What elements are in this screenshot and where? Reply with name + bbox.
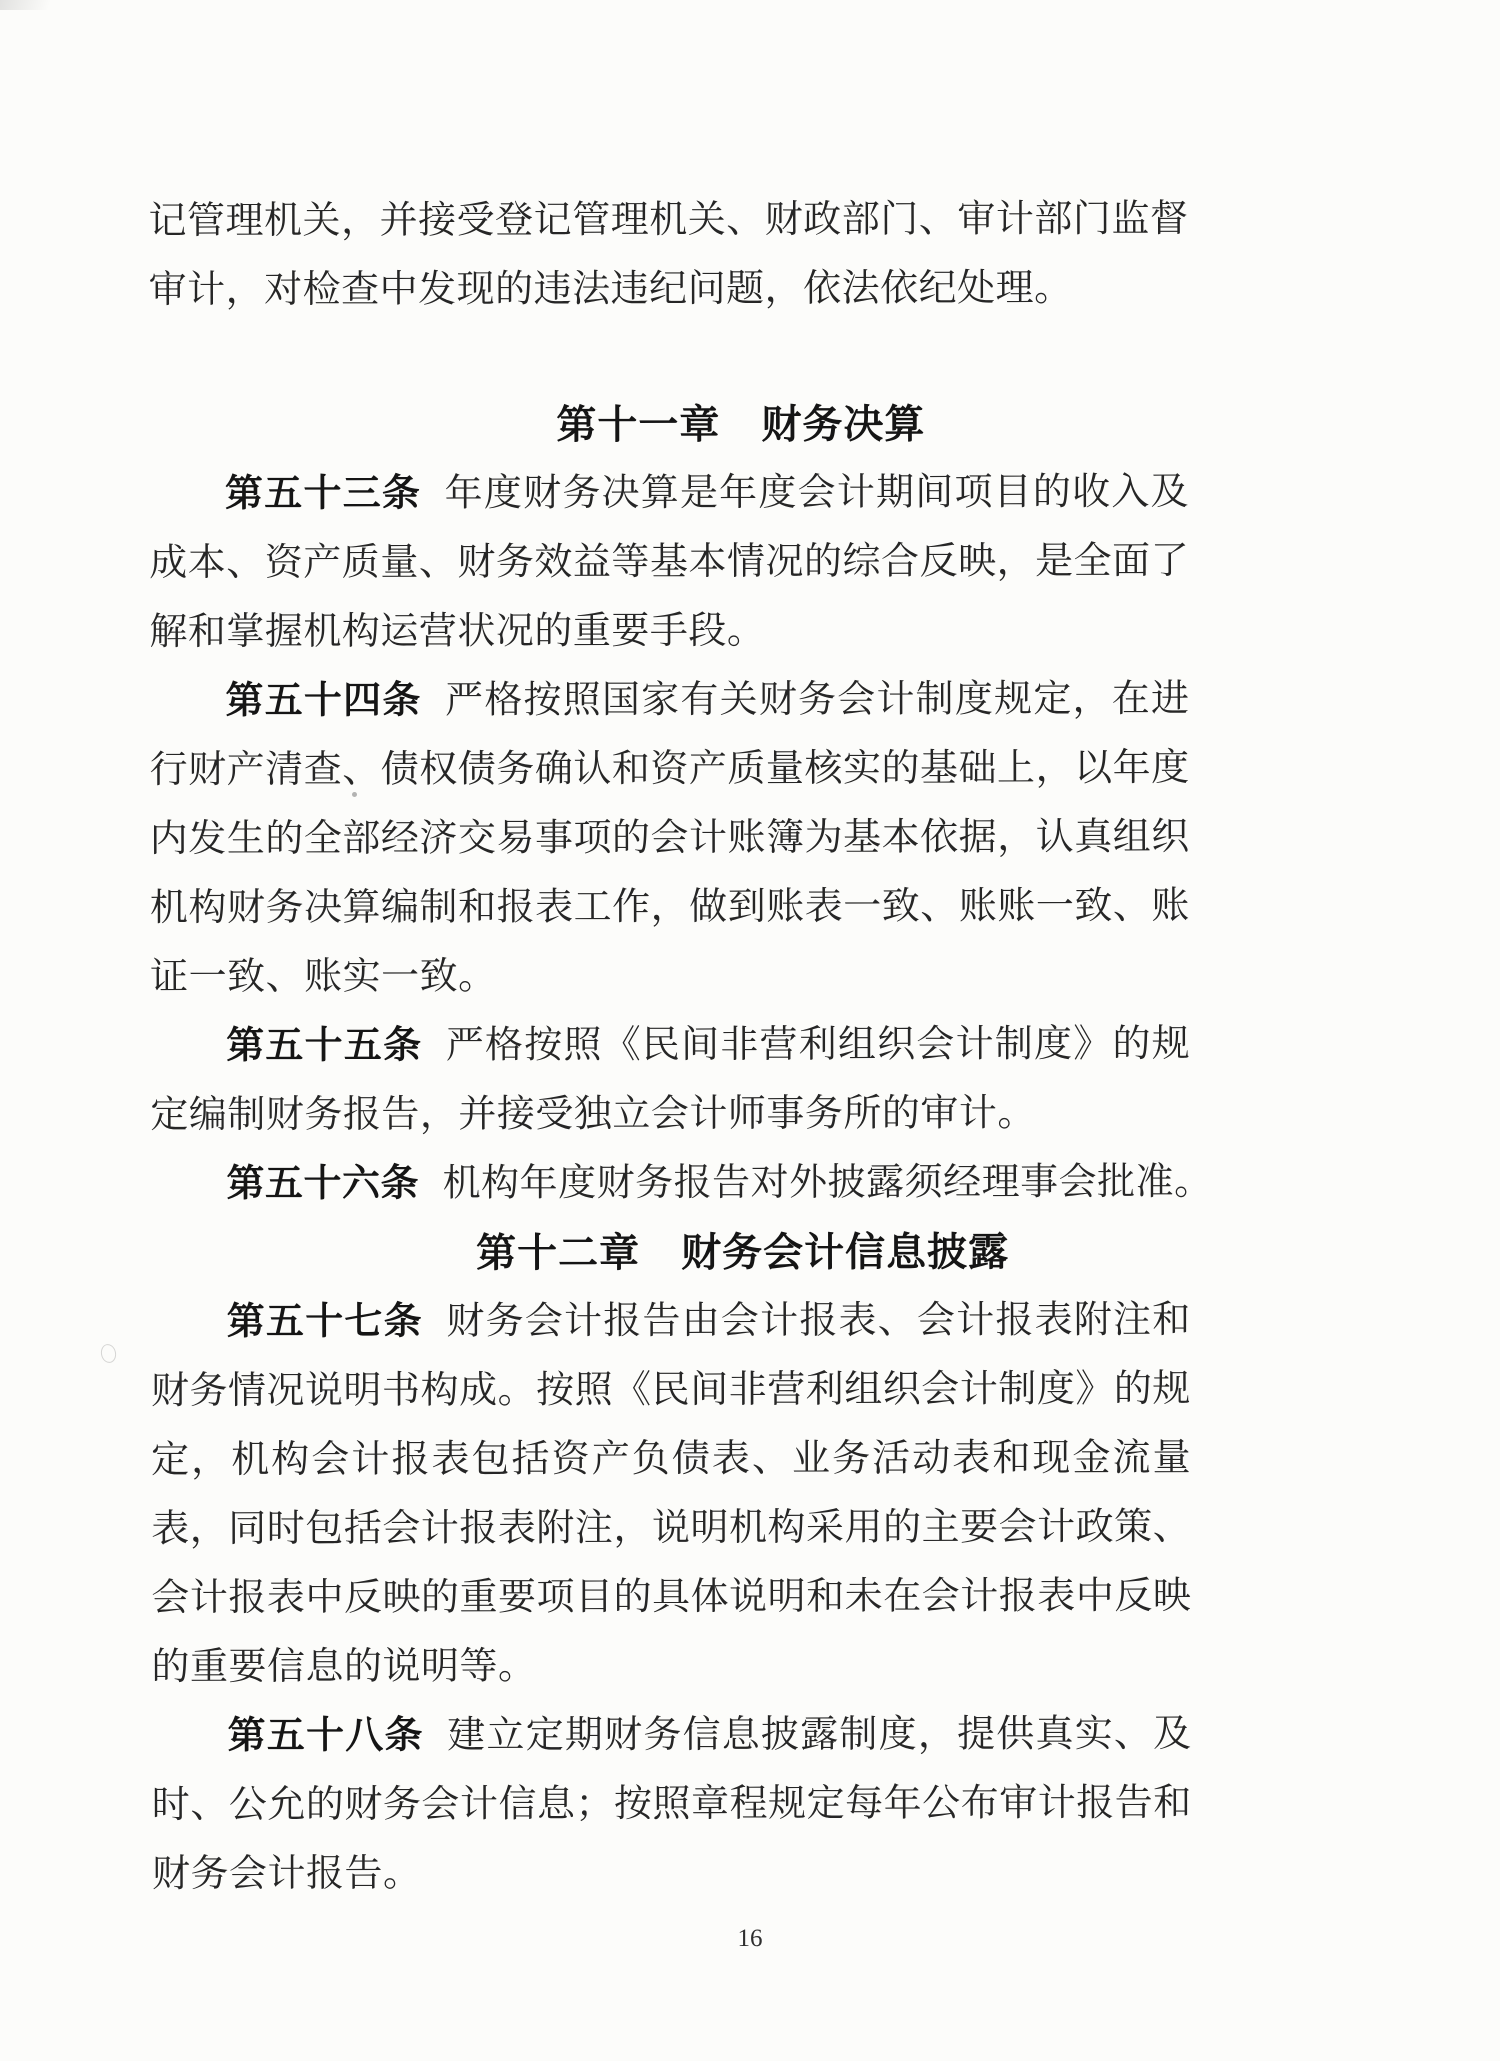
article-53-number: 第五十三条 xyxy=(224,472,422,516)
article-54-number: 第五十四条 xyxy=(225,679,422,723)
article-57 xyxy=(151,1286,1192,1702)
article-56 xyxy=(150,1148,1213,1219)
article-54 xyxy=(149,665,1190,1012)
paragraph-continuation: 记管理机关，并接受登记管理机关、财政部门、审计部门监督审计，对检查中发现的违法违纪问题，依法依纪处理。 xyxy=(148,198,1189,312)
article-55-number: 第五十五条 xyxy=(226,1024,423,1068)
article-58 xyxy=(152,1700,1192,1909)
article-53-text: 年度财务决算是年度会计期间项目的收入及成本、资产质量、财务效益等基本情况的综合反映，是全面了解和掌握机构运营状况的重要手段。 xyxy=(149,471,1190,654)
article-55 xyxy=(150,1010,1190,1150)
article-57-text: 财务会计报告由会计报表、会计报表附注和财务情况说明书构成。按照《民间非营利组织会计制度》的规定，机构会计报表包括资产负债表、业务活动表和现金流量表，同时包括会计报表附注，说明机构采用的主要会计政策、会计报表中反映的重要项目的具体说明和未在会计报表中反映的重要信息的说明等。 xyxy=(150,1299,1192,1689)
article-55-text: 严格按照《民间非营利组织会计制度》的规定编制财务报告，并接受独立会计师事务所的审计。 xyxy=(150,1023,1191,1137)
page-number: 16 xyxy=(737,1925,763,1952)
article-57-number: 第五十七条 xyxy=(226,1300,423,1344)
article-56-text: 机构年度财务报告对外披露须经理事会批准。 xyxy=(442,1161,1213,1205)
article-56-number: 第五十六条 xyxy=(226,1162,420,1206)
chapter-11-heading: 第十一章 财务决算 xyxy=(556,401,926,448)
article-54-text: 严格按照国家有关财务会计制度规定，在进行财产清查、债权债务确认和资产质量核实的基础上，以年度内发生的全部经济交易事项的会计账簿为基本依据，认真组织机构财务决算编制和报表工作，做到账表一致、账账一致、账证一致、账实一致。 xyxy=(149,678,1190,999)
article-53 xyxy=(149,458,1189,667)
article-58-text: 建立定期财务信息披露制度，提供真实、及时、公允的财务会计信息；按照章程规定每年公布审计报告和财务会计报告。 xyxy=(151,1713,1192,1896)
chapter-12-heading: 第十二章 财务会计信息披露 xyxy=(476,1229,1010,1276)
article-58-number: 第五十八条 xyxy=(227,1714,424,1758)
